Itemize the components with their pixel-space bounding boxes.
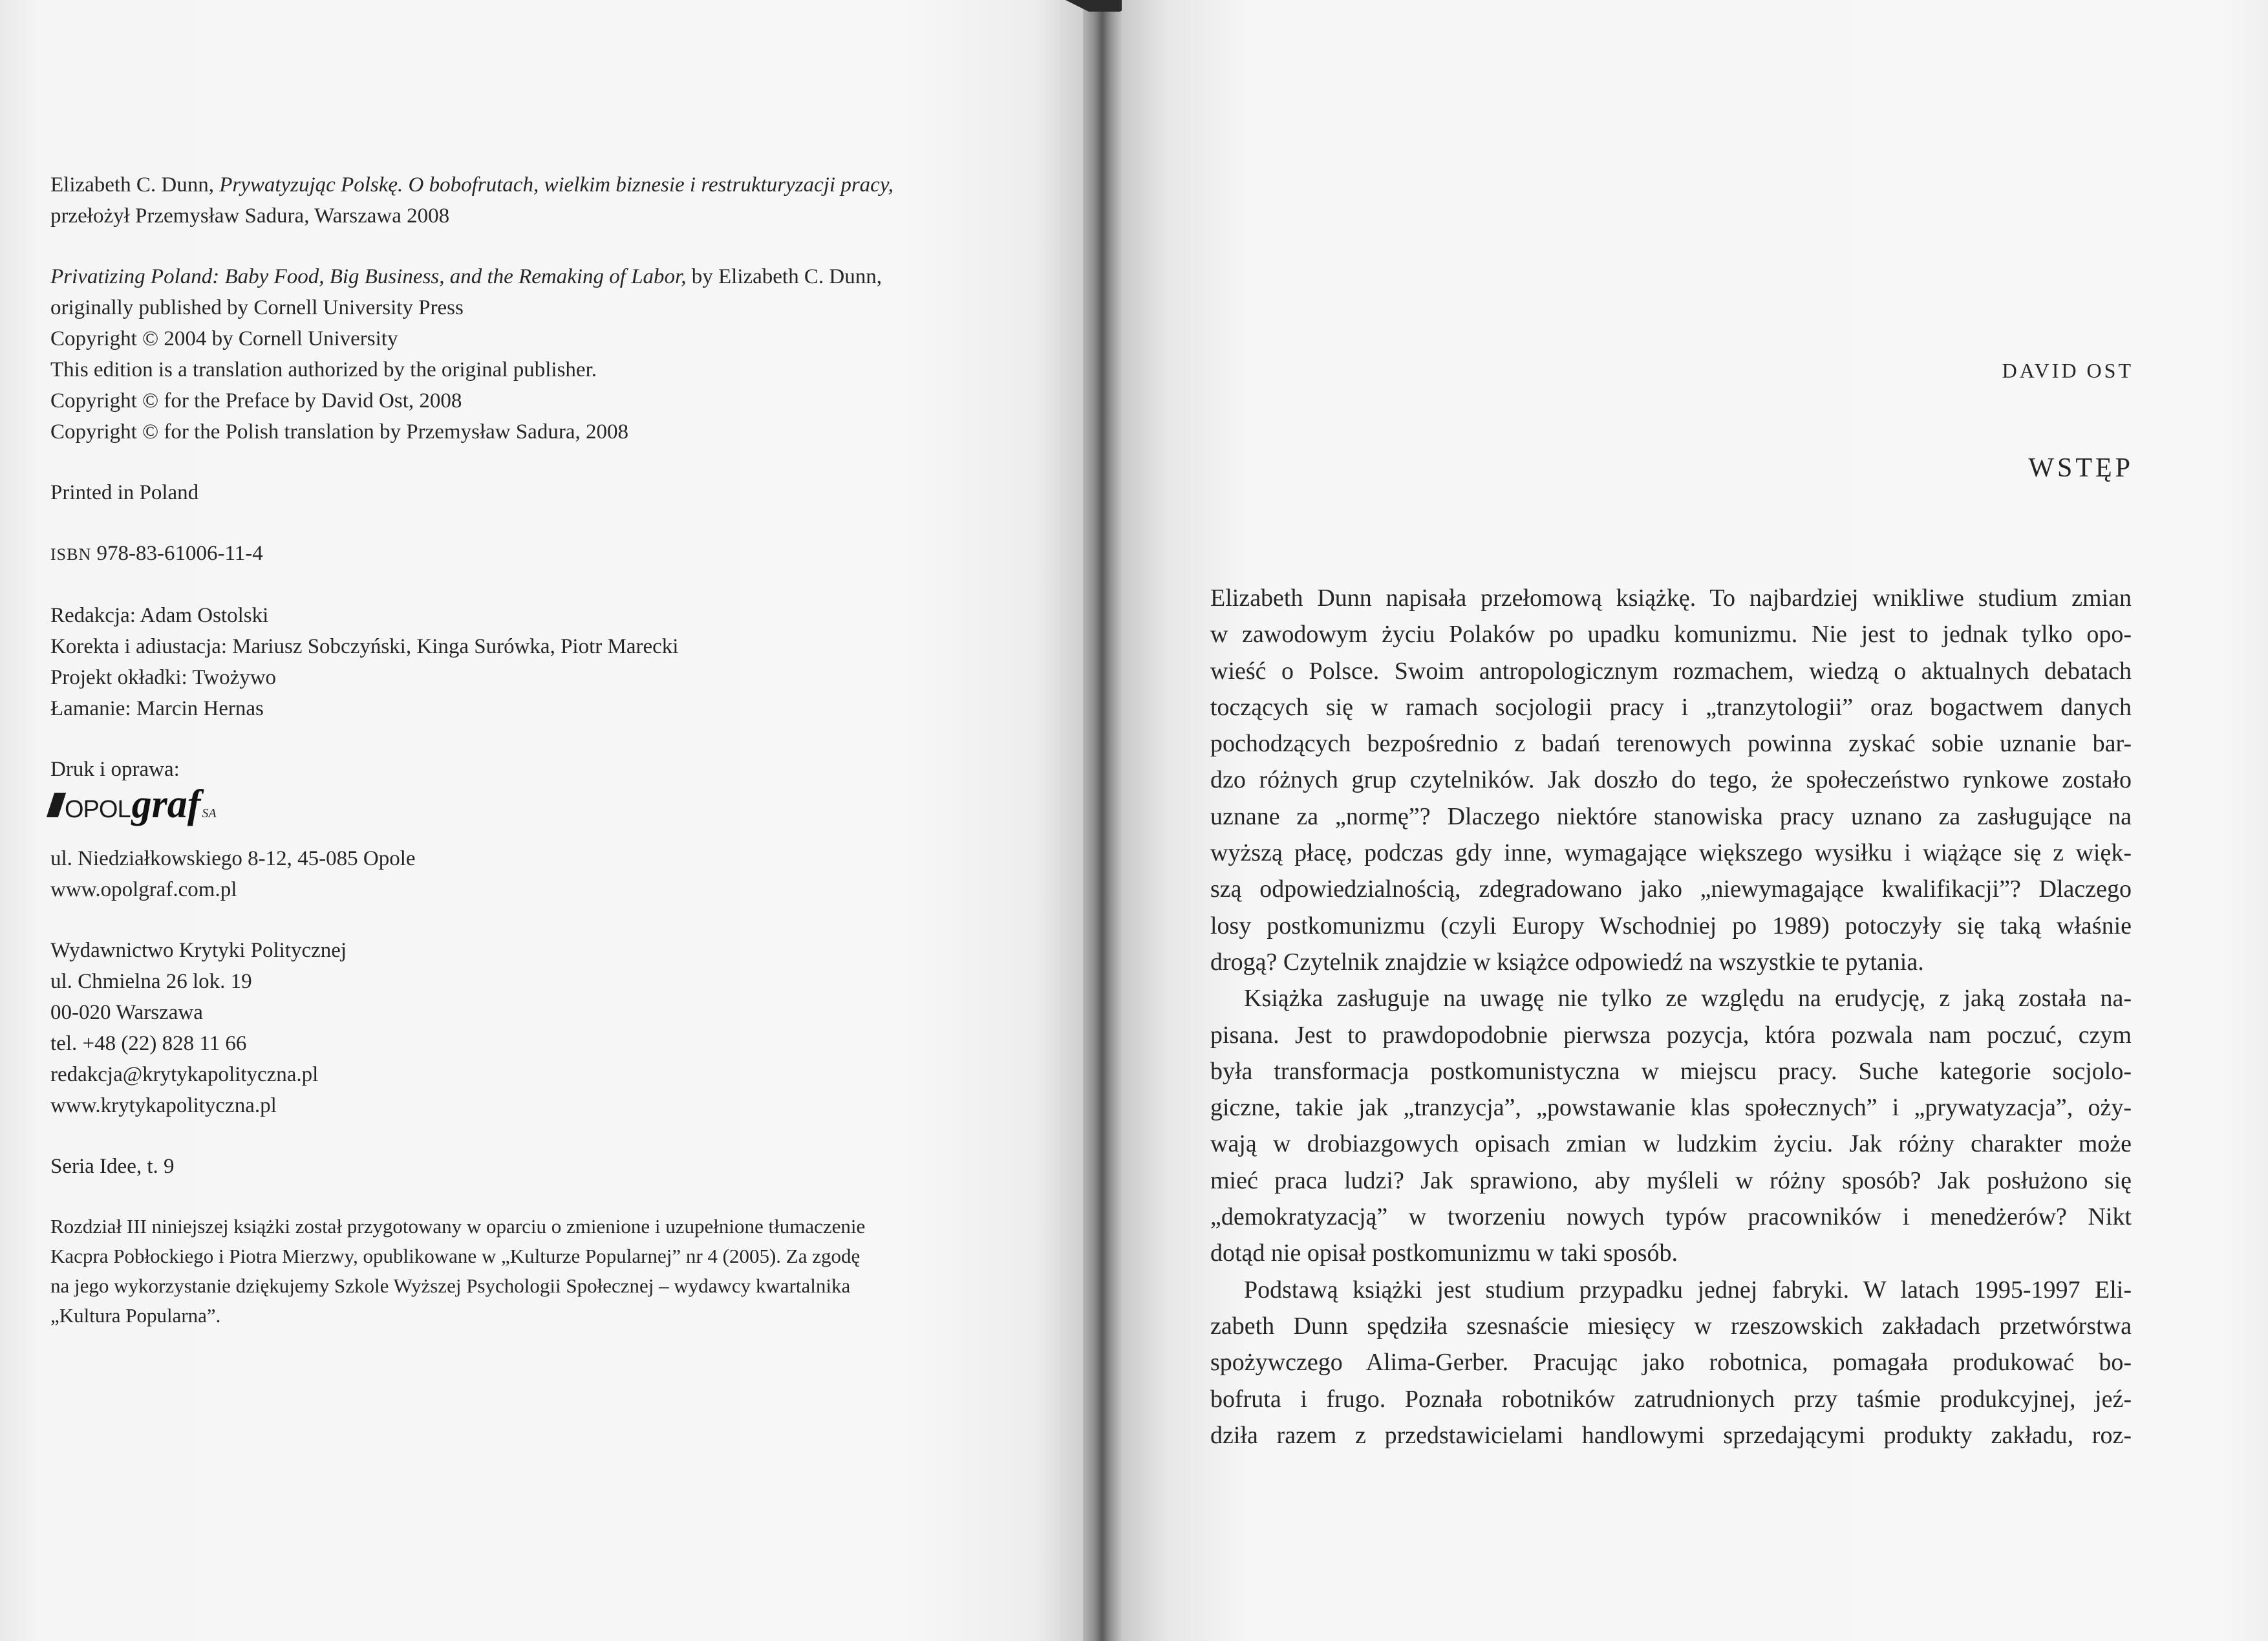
copyright-original: Copyright © 2004 by Cornell University <box>50 327 398 350</box>
book-gutter <box>1083 0 1122 1641</box>
note-line: Kacpra Pobłockiego i Piotra Mierzwy, opublikowane w „Kulturze Popularnej” nr 4 (2005). Za zgodę <box>50 1245 861 1267</box>
original-title-line: Privatizing Poland: Baby Food, Big Business, and the Remaking of Labor, by Elizabeth C. Dunn, <box>50 265 882 288</box>
text-line: toczących się w ramach socjologii pracy i „tranzytologii” oraz bogactwem danych <box>1210 693 2132 721</box>
copyright-preface: Copyright © for the Preface by David Ost, 2008 <box>50 389 462 413</box>
isbn: ISBN 978-83-61006-11-4 <box>50 542 263 565</box>
text-line: spożywczego Alima-Gerber. Pracując jako robotnica, pomagała produkować bo- <box>1210 1349 2132 1377</box>
copyright-translation: Copyright © for the Polish translation by Przemysław Sadura, 2008 <box>50 420 628 444</box>
imprint-block <box>50 169 1007 1331</box>
text-line: uznane za „normę”? Dlaczego niektóre stanowiska pracy uznano za zasługujące na <box>1210 802 2132 830</box>
polish-title: Prywatyzując Polskę. O bobofrutach, wielkim biznesie i restrukturyzacji pracy, <box>219 173 893 197</box>
text-line: pisana. Jest to prawdopodobnie pierwsza pozycja, która pozwala nam poczuć, czym <box>1210 1021 2132 1049</box>
text-line: szą odpowiedzialnością, zdegradowano jako „niewymagające kwalifikacji”? Dlaczego <box>1210 875 2132 903</box>
opolgraf-logo-icon <box>47 793 66 817</box>
credit-proofreading: Korekta i adiustacja: Mariusz Sobczyński, Kinga Surówka, Piotr Marecki <box>50 635 679 658</box>
printing-label: Druk i oprawa: <box>50 758 180 781</box>
note-line: „Kultura Popularna”. <box>50 1304 221 1327</box>
text-line: wyższą płacę, podczas gdy inne, wymagające większego wysiłku i wiążące się z więk- <box>1210 839 2132 867</box>
publisher-email: redakcja@krytykapolityczna.pl <box>50 1063 319 1086</box>
series-info: Seria Idee, t. 9 <box>50 1155 175 1178</box>
original-title: Privatizing Poland: Baby Food, Big Business, and the Remaking of Labor, <box>50 265 687 288</box>
text-line: mieć praca ludzi? Jak sprawiono, aby myśleli w różny sposób? Jak posłużono się <box>1210 1166 2132 1194</box>
authorized-edition: This edition is a translation authorized by the original publisher. <box>50 358 597 381</box>
note-line: Rozdział III niniejszej książki został przygotowany w oparciu o zmienione i uzupełnione tłumaczenie <box>50 1215 866 1238</box>
text-line: w zawodowym życiu Polaków po upadku komunizmu. Nie jest to jednak tylko opo- <box>1210 621 2132 649</box>
text-line: Książka zasługuje na uwagę nie tylko ze względu na erudycję, z jaką została na- <box>1244 985 2132 1013</box>
publisher-name: Wydawnictwo Krytyki Politycznej <box>50 939 347 962</box>
printer-website: www.opolgraf.com.pl <box>50 878 237 901</box>
left-page <box>0 0 1083 1641</box>
printed-in: Printed in Poland <box>50 481 199 504</box>
text-line: Podstawą książki jest studium przypadku jednej fabryki. W latach 1995-1997 Eli- <box>1244 1276 2132 1303</box>
text-line: „demokratyzacją” w tworzeniu nowych typów pracowników i menedżerów? Nikt <box>1210 1203 2132 1231</box>
publisher-phone: tel. +48 (22) 828 11 66 <box>50 1032 247 1055</box>
text-line: bofruta i frugo. Poznała robotników zatrudnionych przy taśmie produkcyjnej, jeź- <box>1210 1385 2132 1413</box>
credit-typesetting: Łamanie: Marcin Hernas <box>50 697 264 720</box>
chapter-heading: WSTĘP <box>2028 453 2134 483</box>
text-line: dzo różnych grup czytelników. Jak doszło do tego, że społeczeństwo rynkowe zostało <box>1210 766 2132 794</box>
chapter-author: DAVID OST <box>2002 359 2134 382</box>
text-line: pochodzących bezpośrednio z badań terenowych powinna zyskać sobie uznanie bar- <box>1210 730 2132 758</box>
text-line: wieść o Polsce. Swoim antropologicznym rozmachem, wiedzą o aktualnych debatach <box>1210 657 2132 685</box>
text-line: była transformacja postkomunistyczna w miejscu pracy. Suche kategorie socjolo- <box>1210 1057 2132 1085</box>
text-line: giczne, takie jak „tranzycja”, „powstawanie klas społecznych” i „prywatyzacja”, oży- <box>1210 1094 2132 1122</box>
preface-body <box>1210 580 2132 1453</box>
translation-note <box>50 1212 1007 1331</box>
printer-address: ul. Niedziałkowskiego 8-12, 45-085 Opole <box>50 847 416 870</box>
citation-line-2: przełożył Przemysław Sadura, Warszawa 2008 <box>50 204 450 228</box>
publisher-city: 00-020 Warszawa <box>50 1001 203 1024</box>
credit-cover: Projekt okładki: Twożywo <box>50 666 277 689</box>
text-line: Elizabeth Dunn napisała przełomową książkę. To najbardziej wnikliwe studium zmian <box>1210 585 2132 612</box>
note-line: na jego wykorzystanie dziękujemy Szkole Wyższej Psychologii Społecznej – wydawcy kwartalnika <box>50 1274 851 1297</box>
text-line: losy postkomunizmu (czyli Europy Wschodniej po 1989) potoczyły się taką właśnie <box>1210 912 2132 939</box>
publisher-street: ul. Chmielna 26 lok. 19 <box>50 970 252 993</box>
text-line: dziła razem z przedstawicielami handlowymi sprzedającymi produkty zakładu, roz- <box>1210 1421 2132 1449</box>
citation-line-1: Elizabeth C. Dunn, Prywatyzując Polskę. O bobofrutach, wielkim biznesie i restrukturyzacji pracy, <box>50 173 893 197</box>
text-line: wają w drobiazgowych opisach zmian w ludzkim życiu. Jak różny charakter może <box>1210 1130 2132 1158</box>
text-line: drogą? Czytelnik znajdzie w książce odpowiedź na wszystkie te pytania. <box>1210 948 1924 976</box>
opolgraf-logo: OPOL graf SA <box>50 789 1007 839</box>
text-line: dotąd nie opisał postkomunizmu w taki sposób. <box>1210 1239 1678 1267</box>
text-line: zabeth Dunn spędziła szesnaście miesięcy w rzeszowskich zakładach przetwórstwa <box>1210 1312 2132 1340</box>
publisher-website: www.krytykapolityczna.pl <box>50 1094 277 1117</box>
published-by: originally published by Cornell University Press <box>50 296 464 319</box>
credit-editor: Redakcja: Adam Ostolski <box>50 604 269 627</box>
